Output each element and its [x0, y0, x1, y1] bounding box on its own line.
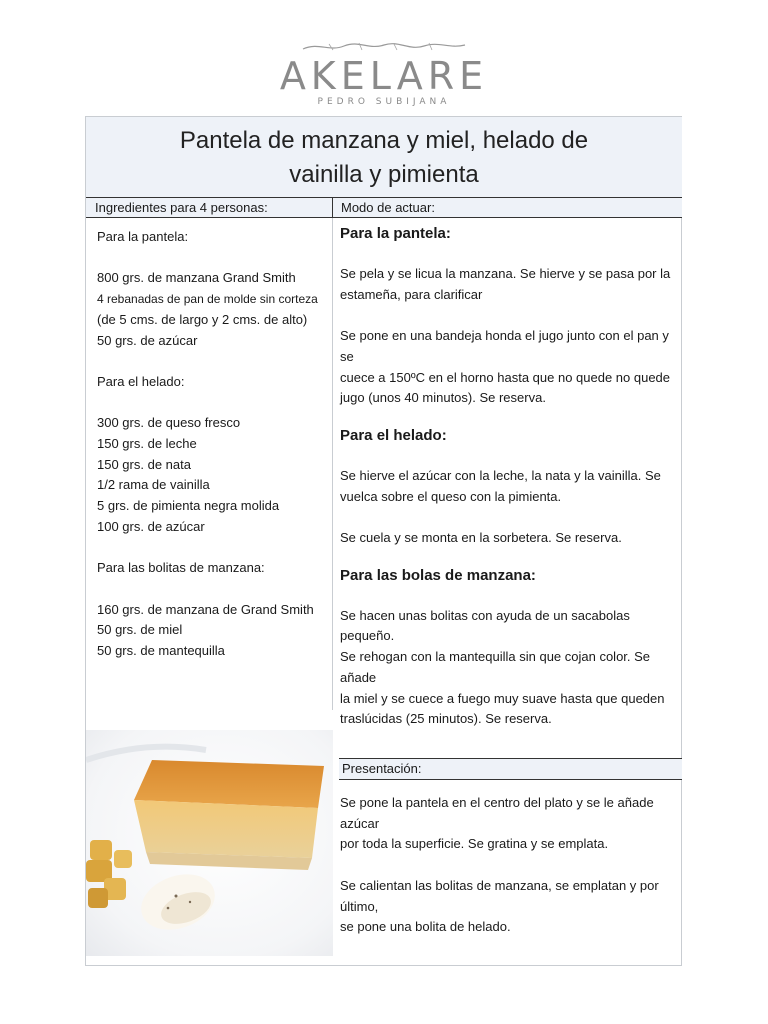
method-bolas-title: Para las bolas de manzana:: [340, 566, 536, 584]
ingredient-item: 50 grs. de azúcar: [97, 332, 198, 348]
ingredient-item: 1/2 rama de vainilla: [97, 477, 210, 493]
method-text: la miel y se cuece a fuego muy suave hasta que queden: [340, 690, 665, 706]
ingredients-column: [97, 227, 327, 662]
ingredient-item: 150 grs. de nata: [97, 456, 191, 472]
ingredient-item: 160 grs. de manzana de Grand Smith: [97, 601, 314, 617]
recipe-title-line1: Pantela de manzana y miel, helado de: [179, 127, 589, 154]
ingredients-pantela-title: Para la pantela:: [97, 229, 189, 244]
presentation-text: por toda la superficie. Se gratina y se emplata.: [340, 836, 609, 852]
method-text: Se cuela y se monta en la sorbetera. Se reserva.: [340, 530, 622, 545]
method-column: [340, 223, 675, 730]
presentation-column: [340, 793, 675, 938]
method-text: Se pela y se licua la manzana. Se hierve y se pasa por la: [340, 266, 671, 281]
ingredient-item: 50 grs. de mantequilla: [97, 642, 225, 658]
column-headers: [86, 197, 682, 218]
ingredient-item: 800 grs. de manzana Grand Smith: [97, 270, 296, 286]
restaurant-logo: [0, 40, 768, 108]
ingredient-item: 300 grs. de queso fresco: [97, 415, 241, 431]
recipe-title: [86, 117, 682, 192]
ingredients-bolitas-title: Para las bolitas de manzana:: [97, 560, 265, 576]
logo-wordmark: AKELARE: [279, 54, 489, 98]
method-text: vuelca sobre el queso con la pimienta.: [340, 488, 562, 504]
presentation-text: se pone una bolita de helado.: [340, 919, 511, 935]
title-banner: [86, 117, 682, 197]
method-text: traslúcidas (25 minutos). Se reserva.: [340, 711, 552, 727]
method-pantela-title: Para la pantela:: [340, 225, 451, 242]
method-helado-title: Para el helado:: [340, 426, 447, 444]
ingredient-item: 150 grs. de leche: [97, 435, 197, 451]
method-text: Se hierve el azúcar con la leche, la nata y la vainilla. Se: [340, 467, 661, 483]
ingredients-header: Ingredientes para 4 personas:: [95, 200, 268, 215]
presentation-text: Se pone la pantela en el centro del plato y se le añade azúcar: [340, 795, 654, 831]
presentation-header: [339, 758, 682, 780]
ingredient-item: 50 grs. de miel: [97, 622, 183, 638]
script-flourish-icon: [299, 40, 469, 54]
method-header: Modo de actuar:: [341, 200, 435, 215]
recipe-title-line2: vainilla y pimienta: [289, 161, 479, 188]
dessert-photo: [86, 730, 333, 956]
method-text: jugo (unos 40 minutos). Se reserva.: [340, 390, 546, 406]
logo-subtitle: PEDRO SUBIJANA: [317, 97, 451, 107]
method-text: Se pone en una bandeja honda el jugo junto con el pan y se: [340, 328, 669, 364]
header-divider: [332, 198, 333, 217]
presentation-header-label: Presentación:: [342, 761, 422, 776]
method-text: Se hacen unas bolitas con ayuda de un sacabolas pequeño.: [340, 607, 630, 644]
method-text: cuece a 150ºC en el horno hasta que no quede no quede: [340, 369, 671, 385]
ingredient-item: 4 rebanadas de pan de molde sin corteza: [97, 292, 318, 307]
ingredient-item: 5 grs. de pimienta negra molida: [97, 498, 280, 514]
method-text: estameña, para clarificar: [340, 286, 483, 302]
presentation-text: Se calientan las bolitas de manzana, se emplatan y por último,: [340, 877, 659, 914]
method-text: Se rehogan con la mantequilla sin que cojan color. Se añade: [340, 649, 651, 685]
ingredients-helado-title: Para el helado:: [97, 373, 185, 389]
ingredient-item: (de 5 cms. de largo y 2 cms. de alto): [97, 311, 308, 327]
column-divider: [332, 218, 333, 710]
ingredient-item: 100 grs. de azúcar: [97, 518, 205, 534]
